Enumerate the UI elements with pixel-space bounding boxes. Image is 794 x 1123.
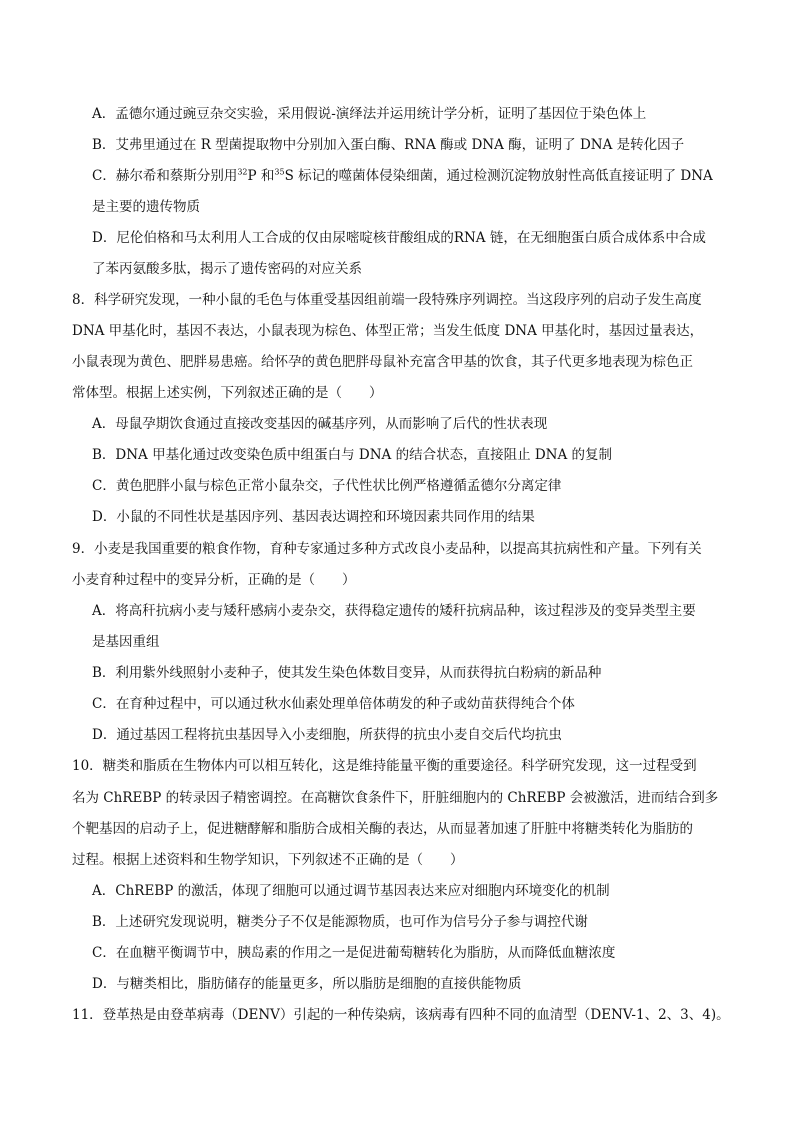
- q9-stem-line-1: 9．小麦是我国重要的粮食作物，育种专家通过多种方式改良小麦品种，以提高其抗病性和产量。下列有关: [72, 541, 702, 557]
- q7-option-c-post: S 标记的噬菌体侵染细菌，通过检测沉淀物放射性高低直接证明了 DNA: [284, 168, 713, 184]
- q8-stem-line-1: 8．科学研究发现，一种小鼠的毛色与体重受基因组前端一段特殊序列调控。当这段序列的启动子发生高度: [72, 292, 702, 308]
- q10-stem-line-1: 10．糖类和脂质在生物体内可以相互转化，这是维持能量平衡的重要途径。科学研究发现，这一过程受到: [72, 758, 697, 774]
- q8-stem-line-3: 小鼠表现为黄色、肥胖易患癌。给怀孕的黄色肥胖母鼠补充富含甲基的饮食，其子代更多地表现为棕色正: [72, 354, 693, 370]
- q10-stem-line-2: 名为 ChREBP 的转录因子精密调控。在高糖饮食条件下，肝脏细胞内的 ChREBP 会被激活，进而结合到多: [72, 790, 719, 806]
- q10-stem-line-4: 过程。根据上述资料和生物学知识，下列叙述不正确的是（ ）: [72, 852, 464, 868]
- q7-option-b: B．艾弗里通过在 R 型菌提取物中分别加入蛋白酶、RNA 酶或 DNA 酶，证明了 DNA 是转化因子: [92, 137, 685, 153]
- q7-option-d-cont: 了苯丙氨酸多肽，揭示了遗传密码的对应关系: [92, 261, 362, 277]
- q7-option-a: A．孟德尔通过豌豆杂交实验，采用假说-演绎法并运用统计学分析，证明了基因位于染色体上: [92, 106, 647, 122]
- q8-stem-line-4: 常体型。根据上述实例，下列叙述正确的是（ ）: [72, 385, 383, 401]
- q10-option-a: A．ChREBP 的激活，体现了细胞可以通过调节基因表达来应对细胞内环境变化的机制: [92, 883, 610, 899]
- q9-option-c: C．在育种过程中，可以通过秋水仙素处理单倍体萌发的种子或幼苗获得纯合个体: [92, 696, 575, 712]
- q7-option-c-mid: P 和: [247, 168, 275, 184]
- q9-option-b: B．利用紫外线照射小麦种子，使其发生染色体数目变异，从而获得抗白粉病的新品种: [92, 665, 602, 681]
- q8-option-b: B．DNA 甲基化通过改变染色质中组蛋白与 DNA 的结合状态，直接阻止 DNA 的复制: [92, 447, 613, 463]
- q9-option-a-cont: 是基因重组: [92, 634, 160, 650]
- q7-option-c-sup-32: 32: [237, 167, 248, 177]
- q10-option-c: C．在血糖平衡调节中，胰岛素的作用之一是促进葡萄糖转化为脂肪，从而降低血糖浓度: [92, 945, 616, 961]
- q7-option-d: D．尼伦伯格和马太利用人工合成的仅由尿嘧啶核苷酸组成的RNA 链，在无细胞蛋白质合成体系中合成: [92, 230, 706, 246]
- q7-option-c-sup-35: 35: [274, 167, 285, 177]
- q8-option-a: A．母鼠孕期饮食通过直接改变基因的碱基序列，从而影响了后代的性状表现: [92, 416, 548, 432]
- q7-option-c-pre: C．赫尔希和蔡斯分别用: [92, 168, 238, 184]
- q9-option-d: D．通过基因工程将抗虫基因导入小麦细胞，所获得的抗虫小麦自交后代均抗虫: [92, 727, 562, 743]
- q10-option-d: D．与糖类相比，脂肪储存的能量更多，所以脂肪是细胞的直接供能物质: [92, 976, 522, 992]
- q8-stem-line-2: DNA 甲基化时，基因不表达，小鼠表现为棕色、体型正常；当发生低度 DNA 甲基化时，基因过量表达，: [72, 323, 704, 339]
- q11-stem-line-1: 11．登革热是由登革病毒（DENV）引起的一种传染病，该病毒有四种不同的血清型（DENV-1、2、3、4)。: [72, 1007, 730, 1023]
- q8-option-d: D．小鼠的不同性状是基因序列、基因表达调控和环境因素共同作用的结果: [92, 509, 535, 525]
- q9-option-a: A．将高秆抗病小麦与矮秆感病小麦杂交，获得稳定遗传的矮秆抗病品种，该过程涉及的变异类型主要: [92, 603, 696, 619]
- q8-option-c: C．黄色肥胖小鼠与棕色正常小鼠杂交，子代性状比例严格遵循孟德尔分离定律: [92, 478, 562, 494]
- q10-stem-line-3: 个靶基因的启动子上，促进糖酵解和脂肪合成相关酶的表达，从而显著加速了肝脏中将糖类转化为脂肪的: [72, 821, 693, 837]
- q9-stem-line-2: 小麦育种过程中的变异分析，正确的是（ ）: [72, 572, 356, 588]
- q7-option-c: [92, 166, 713, 186]
- q7-option-c-cont: 是主要的遗传物质: [92, 199, 200, 215]
- q10-option-b: B．上述研究发现说明，糖类分子不仅是能源物质，也可作为信号分子参与调控代谢: [92, 914, 588, 930]
